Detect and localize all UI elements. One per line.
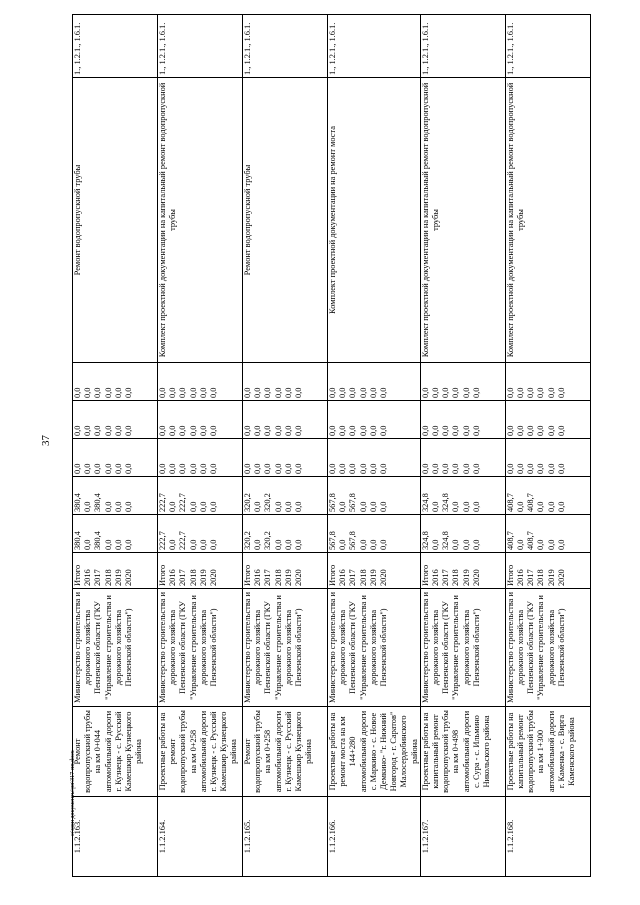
funding-col-3-cell: 0,0 0,0 0,0 0,0 0,0 0,0 bbox=[328, 439, 421, 477]
table-row bbox=[328, 15, 421, 877]
event-name-cell: Проектные работы на капитальный ремонт водопропускной трубы на км 1+300 автомобильной дороги г. Каменка - с. Вирга Каменского района bbox=[505, 707, 590, 797]
funding-col-4-cell: 0,0 0,0 0,0 0,0 0,0 0,0 bbox=[158, 401, 243, 439]
executor-cell: Министерство строительства и дорожного хозяйства Пензенской области (ГКУ "Управление строительства и дорожного хозяйства Пензенской области") bbox=[505, 589, 590, 707]
indicator-link-cell: 1., 1.2.1., 1.6.1. bbox=[505, 15, 590, 78]
expected-result-cell: Комплект проектной документации на ремонт моста bbox=[328, 78, 421, 363]
executor-cell: Министерство строительства и дорожного хозяйства Пензенской области (ГКУ "Управление строительства и дорожного хозяйства Пензенской области") bbox=[420, 589, 505, 707]
years-cell: Итого 2016 2017 2018 2019 2020 bbox=[158, 553, 243, 589]
program-table bbox=[72, 14, 591, 877]
regional-budget-cell: 380,4 0,0 380,4 0,0 0,0 0,0 bbox=[73, 477, 158, 515]
total-funding-cell: 408,7 0,0 408,7 0,0 0,0 0,0 bbox=[505, 515, 590, 553]
table-row bbox=[73, 15, 158, 877]
years-cell: Итого 2016 2017 2018 2019 2020 bbox=[505, 553, 590, 589]
event-name-cell: Проектные работы на ремонт моста на км 144+280 автомобильной дороги с. Маркино - с. Новое Демкино- "г. Нижний Новгород - г. Саратов" Малосердобинского района bbox=[328, 707, 421, 797]
expected-result-cell: Комплект проектной документации на капитальный ремонт водопропускной трубы bbox=[420, 78, 505, 363]
table-body bbox=[73, 15, 591, 877]
table-row bbox=[505, 15, 590, 877]
funding-col-4-cell: 0,0 0,0 0,0 0,0 0,0 0,0 bbox=[73, 401, 158, 439]
funding-col-4-cell: 0,0 0,0 0,0 0,0 0,0 0,0 bbox=[420, 401, 505, 439]
executor-cell: Министерство строительства и дорожного хозяйства Пензенской области (ГКУ "Управление строительства и дорожного хозяйства Пензенской области") bbox=[158, 589, 243, 707]
footer-path: c:\мои документы\рп\317-пп.docx bbox=[70, 750, 76, 836]
funding-col-4-cell: 0,0 0,0 0,0 0,0 0,0 0,0 bbox=[505, 401, 590, 439]
years-cell: Итого 2016 2017 2018 2019 2020 bbox=[328, 553, 421, 589]
executor-cell: Министерство строительства и дорожного хозяйства Пензенской области (ГКУ "Управление строительства и дорожного хозяйства Пензенской области") bbox=[243, 589, 328, 707]
total-funding-cell: 567,8 0,0 567,8 0,0 0,0 0,0 bbox=[328, 515, 421, 553]
total-funding-cell: 222,7 0,0 222,7 0,0 0,0 0,0 bbox=[158, 515, 243, 553]
funding-col-5-cell: 0,0 0,0 0,0 0,0 0,0 0,0 bbox=[328, 363, 421, 401]
years-cell: Итого 2016 2017 2018 2019 2020 bbox=[420, 553, 505, 589]
expected-result-cell: Ремонт водопропускной трубы bbox=[243, 78, 328, 363]
funding-col-5-cell: 0,0 0,0 0,0 0,0 0,0 0,0 bbox=[505, 363, 590, 401]
funding-col-5-cell: 0,0 0,0 0,0 0,0 0,0 0,0 bbox=[243, 363, 328, 401]
table-row bbox=[243, 15, 328, 877]
regional-budget-cell: 324,8 0,0 324,8 0,0 0,0 0,0 bbox=[420, 477, 505, 515]
funding-col-4-cell: 0,0 0,0 0,0 0,0 0,0 0,0 bbox=[243, 401, 328, 439]
funding-col-3-cell: 0,0 0,0 0,0 0,0 0,0 0,0 bbox=[505, 439, 590, 477]
event-name-cell: Ремонт водопропускной трубы на км 0+258 автомобильной дороги г. Кузнецк - с. Русский Камешкир Кузнецкого района bbox=[243, 707, 328, 797]
regional-budget-cell: 408,7 0,0 408,7 0,0 0,0 0,0 bbox=[505, 477, 590, 515]
funding-col-3-cell: 0,0 0,0 0,0 0,0 0,0 0,0 bbox=[158, 439, 243, 477]
expected-result-cell: Ремонт водопропускной трубы bbox=[73, 78, 158, 363]
executor-cell: Министерство строительства и дорожного хозяйства Пензенской области (ГКУ "Управление строительства и дорожного хозяйства Пензенской области") bbox=[328, 589, 421, 707]
table-row bbox=[420, 15, 505, 877]
row-number-cell: 1.1.2.163. bbox=[73, 797, 158, 877]
event-name-cell: Проектные работы на капитальный ремонт водопропускной трубы на км 0+498 автомобильной дороги с. Сура - с. Ильмино Никольского района bbox=[420, 707, 505, 797]
indicator-link-cell: 1., 1.2.1., 1.6.1. bbox=[420, 15, 505, 78]
row-number-cell: 1.1.2.168. bbox=[505, 797, 590, 877]
funding-col-4-cell: 0,0 0,0 0,0 0,0 0,0 0,0 bbox=[328, 401, 421, 439]
indicator-link-cell: 1., 1.2.1., 1.6.1. bbox=[328, 15, 421, 78]
total-funding-cell: 380,4 0,0 380,4 0,0 0,0 0,0 bbox=[73, 515, 158, 553]
funding-col-3-cell: 0,0 0,0 0,0 0,0 0,0 0,0 bbox=[420, 439, 505, 477]
funding-col-3-cell: 0,0 0,0 0,0 0,0 0,0 0,0 bbox=[243, 439, 328, 477]
row-number-cell: 1.1.2.165. bbox=[243, 797, 328, 877]
page-number: 37 bbox=[40, 435, 52, 446]
regional-budget-cell: 320,2 0,0 320,2 0,0 0,0 0,0 bbox=[243, 477, 328, 515]
row-number-cell: 1.1.2.166. bbox=[328, 797, 421, 877]
table-row bbox=[158, 15, 243, 877]
total-funding-cell: 324,8 0,0 324,8 0,0 0,0 0,0 bbox=[420, 515, 505, 553]
indicator-link-cell: 1., 1.2.1., 1.6.1. bbox=[243, 15, 328, 78]
total-funding-cell: 320,2 0,0 320,2 0,0 0,0 0,0 bbox=[243, 515, 328, 553]
indicator-link-cell: 1., 1.2.1., 1.6.1. bbox=[158, 15, 243, 78]
years-cell: Итого 2016 2017 2018 2019 2020 bbox=[73, 553, 158, 589]
regional-budget-cell: 222,7 0,0 222,7 0,0 0,0 0,0 bbox=[158, 477, 243, 515]
executor-cell: Министерство строительства и дорожного хозяйства Пензенской области (ГКУ "Управление строительства и дорожного хозяйства Пензенской области") bbox=[73, 589, 158, 707]
funding-col-5-cell: 0,0 0,0 0,0 0,0 0,0 0,0 bbox=[158, 363, 243, 401]
funding-col-5-cell: 0,0 0,0 0,0 0,0 0,0 0,0 bbox=[73, 363, 158, 401]
event-name-cell: Ремонт водопропускной трубы на км 0+044 автомобильной дороги г. Кузнецк - с. Русский Камешкир Кузнецкого района bbox=[73, 707, 158, 797]
expected-result-cell: Комплект проектной документации на капитальный ремонт водопропускной трубы bbox=[158, 78, 243, 363]
regional-budget-cell: 567,8 0,0 567,8 0,0 0,0 0,0 bbox=[328, 477, 421, 515]
funding-col-5-cell: 0,0 0,0 0,0 0,0 0,0 0,0 bbox=[420, 363, 505, 401]
rotated-table-container bbox=[72, 15, 586, 877]
row-number-cell: 1.1.2.167. bbox=[420, 797, 505, 877]
expected-result-cell: Комплект проектной документации на капитальный ремонт водопропускной трубы bbox=[505, 78, 590, 363]
indicator-link-cell: 1., 1.2.1., 1.6.1. bbox=[73, 15, 158, 78]
event-name-cell: Проектные работы на ремонт водопропускной трубы на км 0+258 автомобильной дороги г. Кузнецк - с. Русский Камешкир Кузнецкого района bbox=[158, 707, 243, 797]
funding-col-3-cell: 0,0 0,0 0,0 0,0 0,0 0,0 bbox=[73, 439, 158, 477]
row-number-cell: 1.1.2.164. bbox=[158, 797, 243, 877]
years-cell: Итого 2016 2017 2018 2019 2020 bbox=[243, 553, 328, 589]
